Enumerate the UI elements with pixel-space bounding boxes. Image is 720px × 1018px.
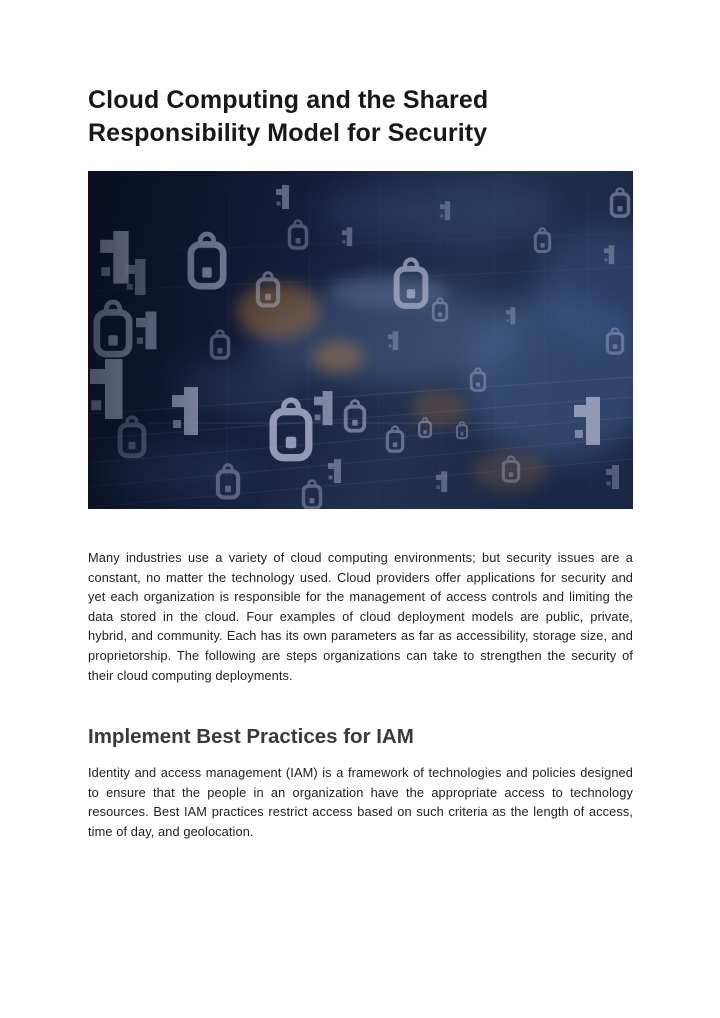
hero-image [88,171,633,509]
page-title: Cloud Computing and the Shared Responsibility Model for Security [88,86,489,147]
section-paragraph: Identity and access management (IAM) is a framework of technologies and policies designed to ensure that the people in an organization have the appropriate access to technology resources. Best IAM practices restrict access based on such criteria as the length of access, time of day, and geolocation. [88,765,633,839]
intro-paragraph: Many industries use a variety of cloud computing environments; but security issues are a constant, no matter the technology used. Cloud providers offer applications for security and yet each organization is responsible for the management of access controls and limiting the data stored in the cloud. Four examples of cloud deployment models are public, private, hybrid, and community. Each has its own parameters as far as accessibility, storage size, and proprietorship. The following are steps organizations can take to strengthen the security of their cloud computing deployments. [88,550,633,683]
section-heading: Implement Best Practices for IAM [88,725,414,749]
cloud-security-artwork [88,171,633,509]
